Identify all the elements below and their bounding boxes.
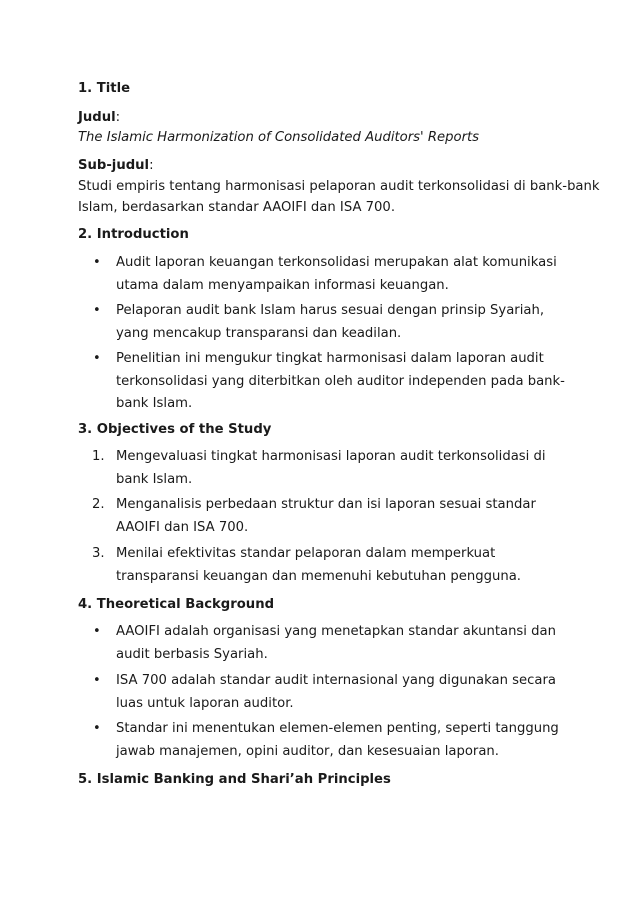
list-item-text: Pelaporan audit bank Islam harus sesuai dengan prinsip Syariah, yang mencakup transparansi dan keadilan.	[116, 303, 545, 341]
subjudul-line-2: Islam, berdasarkan standar AAOIFI dan ISA 700.	[78, 200, 396, 215]
list-item-text: Menilai efektivitas standar pelaporan dalam memperkuat transparansi keuangan dan memenuhi kebutuhan pengguna.	[116, 546, 521, 584]
number-marker: 3.	[92, 546, 105, 561]
subjudul-label-line	[78, 154, 154, 177]
bullet-marker: •	[93, 255, 101, 270]
list-item-text: Menganalisis perbedaan struktur dan isi laporan sesuai standar AAOIFI dan ISA 700.	[116, 497, 536, 535]
section-heading-introduction: 2. Introduction	[78, 227, 189, 242]
list-item-text: Penelitian ini mengukur tingkat harmonisasi dalam laporan audit terkonsolidasi yang diterbitkan oleh auditor independen pada bank-bank Islam.	[116, 351, 565, 411]
bullet-marker: •	[93, 624, 101, 639]
subjudul-colon: :	[149, 158, 154, 173]
section-heading-objectives: 3. Objectives of the Study	[78, 422, 272, 437]
section-heading-theory: 4. Theoretical Background	[78, 597, 275, 612]
list-item-text: AAOIFI adalah organisasi yang menetapkan standar akuntansi dan audit berbasis Syariah.	[116, 624, 556, 662]
judul-label: Judul	[78, 110, 116, 125]
section-heading-islamic-banking: 5. Islamic Banking and Shari’ah Principles	[78, 772, 391, 787]
list-item-text: Mengevaluasi tingkat harmonisasi laporan audit terkonsolidasi di bank Islam.	[116, 449, 546, 487]
list-item-text: ISA 700 adalah standar audit internasional yang digunakan secara luas untuk laporan auditor.	[116, 673, 556, 711]
bullet-marker: •	[93, 351, 101, 366]
judul-colon: :	[115, 110, 121, 125]
subjudul-line-1: Studi empiris tentang harmonisasi pelaporan audit terkonsolidasi di bank-bank	[78, 179, 600, 194]
subjudul-label: Sub-judul	[78, 158, 150, 173]
bullet-marker: •	[93, 673, 101, 688]
number-marker: 1.	[92, 449, 105, 464]
bullet-marker: •	[93, 721, 101, 736]
bullet-marker: •	[93, 303, 101, 318]
list-item-text: Standar ini menentukan elemen-elemen penting, seperti tanggung jawab manajemen, opini auditor, dan kesesuaian laporan.	[116, 721, 559, 759]
list-item-text: Audit laporan keuangan terkonsolidasi merupakan alat komunikasi utama dalam menyampaikan informasi keuangan.	[116, 255, 557, 293]
section-heading-title: 1. Title	[78, 81, 131, 96]
judul-text: The Islamic Harmonization of Consolidated Auditors' Reports	[78, 130, 480, 145]
number-marker: 2.	[92, 497, 105, 512]
